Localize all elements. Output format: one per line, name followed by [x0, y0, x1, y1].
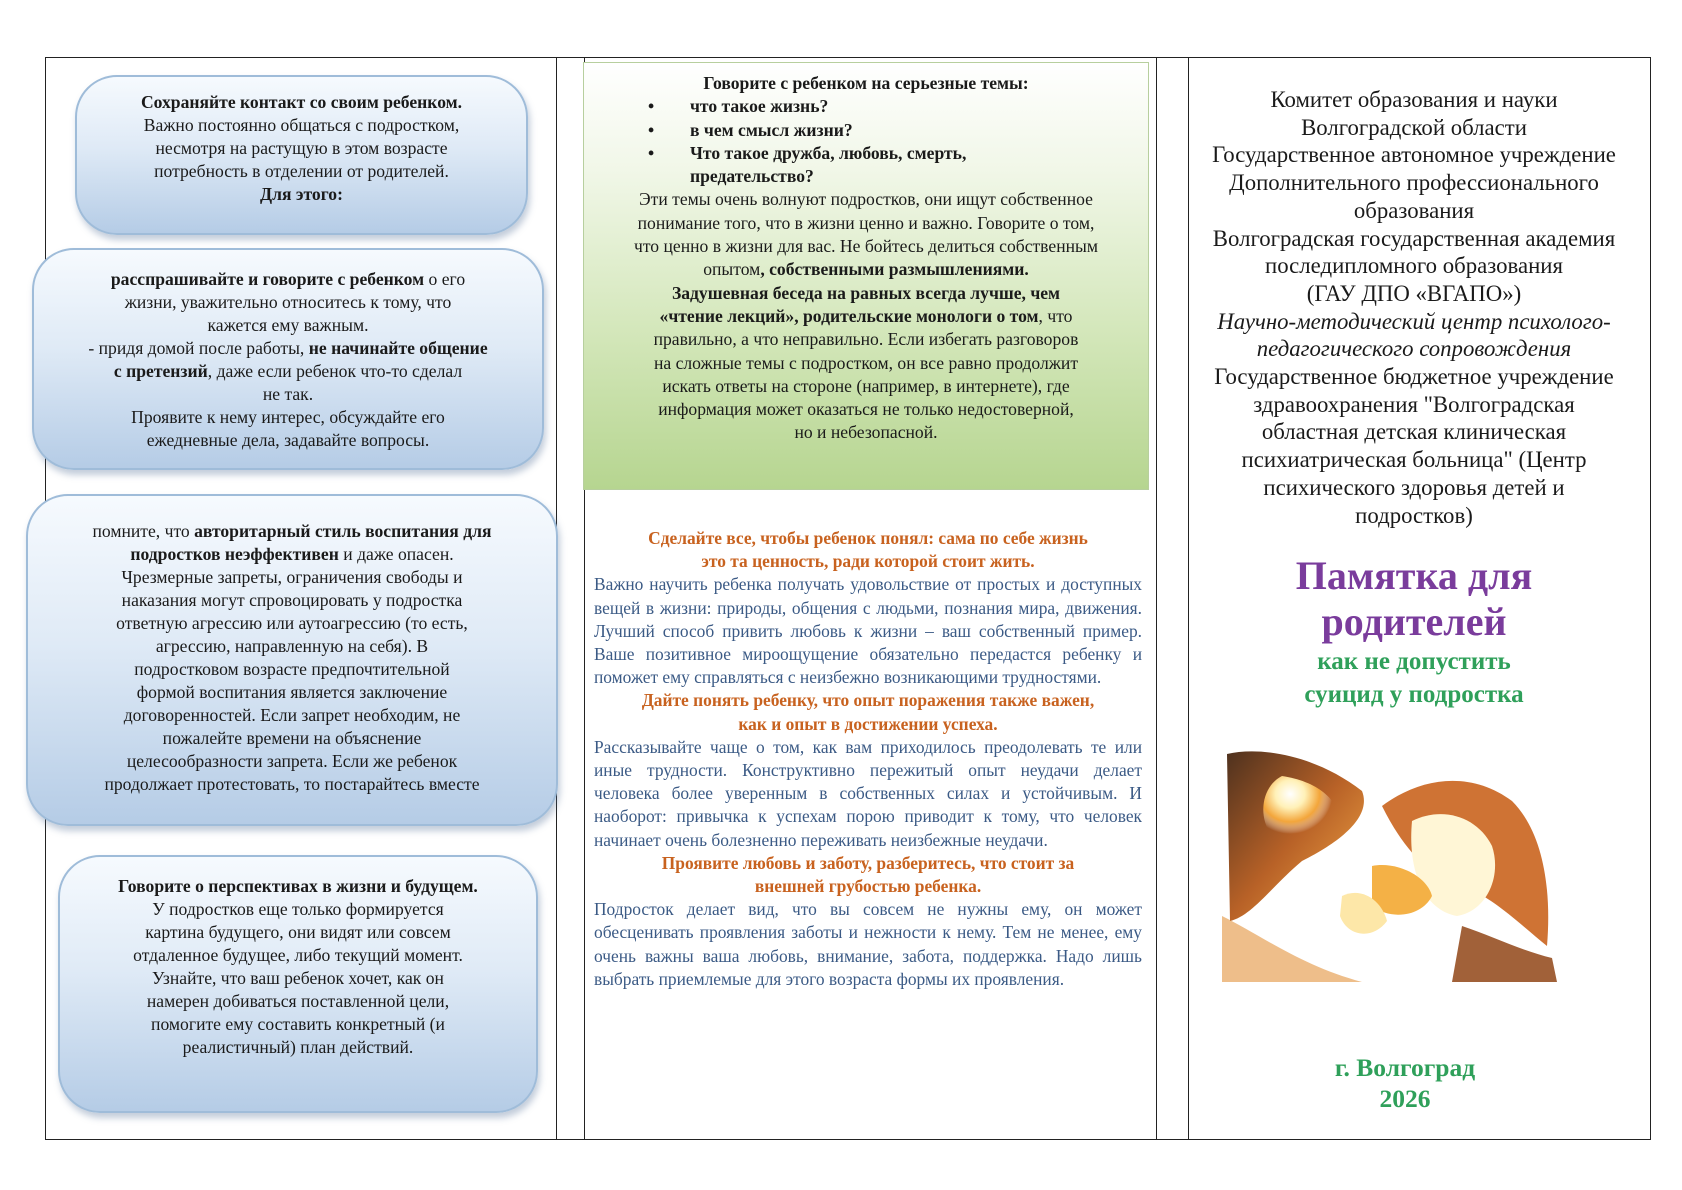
- tip-bold: авторитарный стиль воспитания для: [194, 521, 492, 541]
- advice-heading: как и опыт в достижении успеха.: [738, 713, 998, 734]
- advice-heading: это та ценность, ради которой стоит жить.: [701, 551, 1035, 572]
- box-line: на сложные темы с подростком, он все равно продолжит: [653, 352, 1079, 373]
- org-line-italic: педагогического сопровождения: [1256, 336, 1572, 362]
- tip-text: , даже если ребенок что-то сделал: [207, 361, 463, 381]
- city-name: г. Волгоград: [1334, 1053, 1476, 1082]
- tip-line: несмотря на растущую в этом возрасте: [155, 138, 448, 158]
- parent-child-photo: [1222, 746, 1570, 986]
- tip-line: потребность в отделении от родителей.: [154, 161, 449, 181]
- org-line: Волгоградская государственная академия: [1212, 225, 1616, 251]
- serious-topics-box: [583, 62, 1149, 490]
- tip-title: Сохраняйте контакт со своим ребенком.: [140, 92, 463, 112]
- tip-line: подростковом возрасте предпочтительной: [134, 659, 450, 679]
- tip-line: реалистичный) план действий.: [182, 1037, 414, 1057]
- tip-line: Проявите к нему интерес, обсуждайте его: [131, 407, 445, 427]
- tip-title: Говорите о перспективах в жизни и будущем.: [118, 876, 478, 896]
- org-line: Государственное автономное учреждение: [1212, 142, 1616, 168]
- org-line: образования: [1353, 197, 1475, 223]
- org-line: Дополнительного профессионального: [1229, 170, 1599, 196]
- column-divider: [1156, 57, 1157, 1140]
- year: 2026: [1379, 1084, 1431, 1113]
- tip-line: картина будущего, они видят или совсем: [145, 922, 451, 942]
- list-item: [648, 142, 1126, 189]
- topics-list: [648, 95, 1126, 188]
- tip-bold: с претензий: [113, 361, 208, 381]
- tip-line: агрессию, направленную на себя). В: [155, 636, 429, 656]
- advice-paragraph: Рассказывайте чаще о том, как вам приходилось преодолевать те или иные трудности. Конструктивно пережитый опыт неудачи делает человека более уверенным в собственных силах и устойчивым. И наоборот: привычка к успехам порою приводит к тому, что человек начинает очень болезненно переживать неизбежные неудачи.: [594, 736, 1142, 850]
- org-line: здравоохранения "Волгоградская: [1253, 391, 1575, 417]
- tip-text: помните, что: [92, 521, 195, 541]
- org-line: подростков): [1355, 502, 1473, 528]
- tip-lead: Для этого:: [260, 184, 343, 204]
- box-bold: , собственными размышлениями.: [760, 259, 1029, 280]
- org-line-italic: Научно-методический центр психолого-: [1217, 308, 1611, 334]
- tip-line: жизни, уважительно относитесь к тому, что: [124, 292, 452, 312]
- box-line: искать ответы на стороне (например, в интернете), где: [662, 375, 1070, 396]
- box-line: информация может оказаться не только недостоверной,: [658, 399, 1074, 420]
- tip-line: целесообразности запрета. Если же ребенок: [126, 751, 458, 771]
- tip-line: Узнайте, что ваш ребенок хочет, как он: [152, 968, 444, 988]
- box-line: понимание того, что в жизни ценно и важно. Говорите о том,: [637, 212, 1095, 233]
- city-year: [1190, 1052, 1620, 1114]
- org-line: областная детская клиническая: [1261, 419, 1567, 445]
- org-line: психиатрическая больница" (Центр: [1241, 447, 1587, 473]
- tip-text: - придя домой после работы,: [88, 338, 309, 358]
- tip-future-perspectives: [58, 855, 538, 1113]
- tip-line: ежедневные дела, задавайте вопросы.: [146, 430, 430, 450]
- tip-line: ответную агрессию или аутоагрессию (то есть,: [116, 613, 468, 633]
- tip-line: продолжает протестовать, то постарайтесь вместе: [104, 774, 480, 794]
- tip-line: помогите ему составить конкретный (и: [151, 1014, 445, 1034]
- tip-line: пожалейте времени на объяснение: [162, 728, 422, 748]
- organization-info: [1190, 86, 1638, 529]
- bullet: •: [648, 142, 655, 163]
- box-line: что ценно в жизни для вас. Не бойтесь делиться собственным: [634, 236, 1098, 257]
- org-line: психического здоровья детей и: [1263, 474, 1565, 500]
- tip-line: намерен добиваться поставленной цели,: [146, 991, 450, 1011]
- advice-heading: Дайте понять ребенку, что опыт поражения также важен,: [641, 690, 1095, 711]
- title-line: Памятка для: [1295, 553, 1533, 598]
- list-item-text: предательство?: [690, 166, 814, 187]
- box-bold: Задушевная беседа на равных всегда лучше, чем: [671, 282, 1061, 303]
- tip-line: не так.: [262, 384, 314, 404]
- org-line: Волгоградской области: [1301, 114, 1527, 140]
- box-line: но и небезопасной.: [794, 422, 938, 443]
- advice-section: [594, 527, 1142, 991]
- bullet: •: [648, 119, 655, 140]
- title-line: родителей: [1321, 599, 1507, 644]
- subtitle-line: как не допустить: [1317, 648, 1511, 675]
- tip-line: договоренностей. Если запрет необходим, не: [123, 705, 461, 725]
- list-item: [648, 95, 1126, 118]
- box-title: Говорите с ребенком на серьезные темы:: [703, 73, 1029, 93]
- tip-bold: подростков неэффективен: [130, 544, 339, 564]
- tip-text: и даже опасен.: [338, 544, 454, 564]
- tip-line: Важно постоянно общаться с подростком,: [143, 115, 460, 135]
- tip-keep-contact: [75, 75, 528, 235]
- list-item-text: Что такое дружба, любовь, смерть,: [690, 142, 967, 163]
- column-divider: [1188, 57, 1189, 1140]
- advice-paragraph: Подросток делает вид, что вы совсем не нужны ему, он может обесценивать проявления заботы и нежности к нему. Тем не менее, ему очень важны ваша любовь, внимание, забота, поддержка. Надо лишь выбрать приемлемые для этого возраста формы их проявления.: [594, 899, 1142, 989]
- box-bold: «чтение лекций», родительские монологи о том: [659, 305, 1039, 326]
- tip-ask-and-talk: [32, 248, 544, 470]
- box-text: , что: [1038, 305, 1073, 326]
- org-line: Государственное бюджетное учреждение: [1214, 364, 1614, 390]
- advice-heading: Проявите любовь и заботу, разберитесь, что стоит за: [661, 852, 1075, 873]
- subtitle-line: суицид у подростка: [1304, 681, 1524, 708]
- tip-line: наказания могут спровоцировать у подростка: [121, 590, 463, 610]
- org-line: (ГАУ ДПО «ВГАПО»): [1306, 280, 1522, 306]
- list-item-text: в чем смысл жизни?: [690, 119, 853, 140]
- tip-bold: не начинайте общение: [308, 338, 488, 358]
- tip-line: кажется ему важным.: [207, 315, 369, 335]
- tip-authoritarian-style: [26, 494, 558, 826]
- list-item: [648, 119, 1126, 142]
- advice-heading: Сделайте все, чтобы ребенок понял: сама по себе жизнь: [648, 528, 1088, 548]
- tip-line: У подростков еще только формируется: [152, 899, 444, 919]
- tip-bold: расспрашивайте и говорите с ребенком: [110, 269, 425, 289]
- list-item-text: что такое жизнь?: [690, 96, 829, 117]
- org-line: Комитет образования и науки: [1270, 87, 1558, 112]
- leaflet-subtitle: [1190, 645, 1638, 711]
- box-line: правильно, а что неправильно. Если избегать разговоров: [653, 329, 1079, 350]
- advice-heading: внешней грубостью ребенка.: [754, 876, 982, 897]
- tip-line: Чрезмерные запреты, ограничения свободы и: [121, 567, 463, 587]
- leaflet-title: [1190, 553, 1638, 645]
- advice-paragraph: Важно научить ребенка получать удовольствие от простых и доступных вещей в жизни: природы, общения с людьми, познания мира, движения. Лучший способ привить любовь к жизни – ваш собственный пример. Ваше позитивное мироощущение обязательно передастся ребенку и поможет ему справляться с неизбежно возникающими трудностями.: [594, 574, 1142, 688]
- tip-line: формой воспитания является заключение: [136, 682, 448, 702]
- tip-text: о его: [424, 269, 466, 289]
- box-text: опытом: [703, 259, 761, 280]
- box-line: Эти темы очень волнуют подростков, они ищут собственное: [639, 189, 1093, 210]
- bullet: •: [648, 96, 655, 117]
- org-line: последипломного образования: [1265, 253, 1563, 279]
- tip-line: отдаленное будущее, либо текущий момент.: [133, 945, 463, 965]
